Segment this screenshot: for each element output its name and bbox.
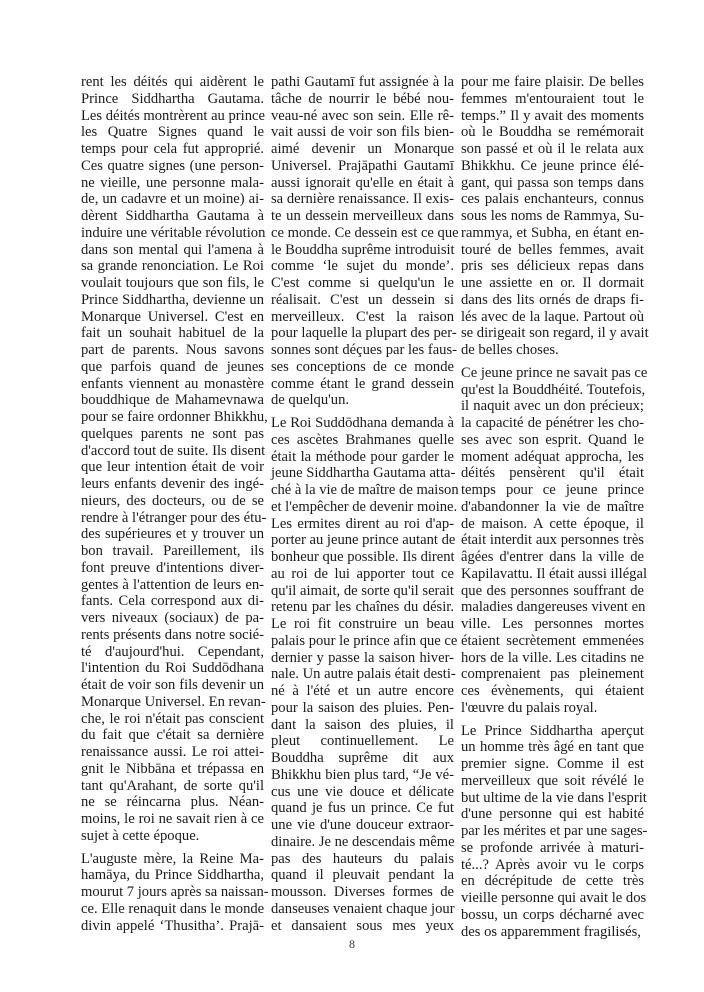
text-line: but ultime de la vie dans l'esprit — [461, 789, 647, 806]
text-line: Kapilavattu. Il était aussi illégal — [461, 565, 648, 582]
text-line: dernier y passe la saison hiver- — [271, 649, 454, 666]
text-line: retenu par les chaînes du désir. — [271, 599, 454, 616]
text-line: temps.” Il y avait des moments — [461, 107, 644, 124]
text-line: aimé devenir un Monarque — [271, 141, 454, 157]
text-line: Les ermites dirent au roi d'ap- — [271, 515, 454, 532]
text-line: che, le roi n'était pas conscient — [81, 710, 264, 727]
text-line: lés avec de la laque. Partout où — [461, 308, 644, 325]
text-line: dans son mental qui l'amena à — [81, 241, 264, 258]
text-line: nale. Un autre palais était desti- — [271, 666, 456, 683]
text-line: réalisait. C'est un dessein si — [271, 291, 454, 308]
text-line: Universel. Prajāpathi Gautamī — [271, 157, 454, 174]
text-line: comprenaient pas pleinement — [461, 666, 644, 683]
text-line: mousson. Diverses formes de — [271, 884, 454, 900]
text-line: moins, le roi ne savait rien à ce — [81, 811, 264, 827]
text-line: vieille personne qui avait le dos — [461, 890, 647, 906]
text-line: Le Prince Siddhartha aperçut — [461, 722, 644, 739]
text-line: se dirigeait son regard, il y avait — [461, 325, 649, 342]
text-line: comme ‘le sujet du monde’. — [271, 258, 454, 275]
text-line: fants. Cela correspond aux di- — [81, 593, 264, 610]
text-line: dans des lits ornés de draps fi- — [461, 291, 644, 308]
text-line: pour se faire ordonner Bhikkhu, — [81, 409, 268, 425]
text-line: Monarque Universel. C'est en — [81, 308, 264, 325]
text-line: des os apparemment fragilisés, — [461, 923, 641, 940]
text-line: aussi ignorait qu'elle en était à — [271, 174, 454, 191]
text-line: renaissance aussi. Le roi attei- — [81, 744, 264, 760]
text-line: sous les noms de Rammya, Su- — [461, 208, 644, 224]
text-line: et l'empêcher de devenir moine. — [271, 498, 458, 515]
text-line: sa dernière renaissance. Il exis- — [271, 191, 454, 208]
text-line: porter au jeune prince autant de — [271, 532, 456, 549]
paragraph — [81, 74, 268, 845]
text-line: induire une véritable révolution — [81, 224, 266, 241]
text-line: Ce jeune prince ne savait pas ce — [461, 364, 648, 381]
text-line: quand je fus un prince. Ce fut — [271, 800, 454, 817]
text-line: fait un souhait habituel de la — [81, 325, 264, 342]
text-line: d'abandonner la vie de maître — [461, 498, 644, 515]
text-line: Le Roi Suddōdhana demanda à — [271, 415, 454, 431]
text-line: comme étant le grand dessein — [271, 375, 454, 392]
text-line: temps pour cela fut approprié. — [81, 141, 264, 157]
text-line: l'œuvre du palais royal. — [461, 699, 598, 716]
paragraph — [81, 850, 269, 935]
text-line: était la méthode pour garder le — [271, 448, 454, 465]
text-line: d'accord tout de suite. Ils disent — [81, 442, 266, 459]
text-line: hamāya, du Prince Siddhartha, — [81, 867, 264, 884]
text-line: pour me faire plaisir. De belles — [461, 74, 644, 90]
text-line: que des personnes souffrant de — [461, 582, 644, 599]
text-line: rammya, et Subha, en étant en- — [461, 224, 644, 241]
page-number: 8 — [349, 937, 355, 951]
text-line: dant la saison des pluies, il — [271, 716, 454, 733]
text-line: gnit le Nibbāna et trépassa en — [81, 760, 264, 777]
text-line: sonnes sont déçues par les faus- — [271, 342, 458, 358]
text-line: pris ses délicieux repas dans — [461, 258, 644, 275]
text-line: et dansaient sous mes yeux — [271, 917, 454, 934]
text-line: C'est comme si quelqu'un le — [271, 275, 454, 291]
column-3 — [461, 74, 649, 940]
text-line: femmes m'entouraient tout le — [461, 90, 644, 107]
text-line: âgées d'entrer dans la ville de — [461, 549, 644, 565]
text-line: veau-né avec son sein. Elle rê- — [271, 107, 454, 124]
text-line: gentes à l'attention de leurs en- — [81, 576, 264, 593]
text-line: était de voir son fils devenir un — [81, 677, 264, 693]
text-line: merveilleux que soit révélé le — [461, 772, 644, 789]
text-line: bonheur que possible. Ils dirent — [271, 549, 455, 565]
text-line: pleut continuellement. Le — [271, 733, 454, 750]
text-line: danseuses venaient chaque jour — [271, 900, 455, 917]
text-line: mourut 7 jours après sa naissan- — [81, 884, 269, 900]
text-line: gant, qui passa son temps dans — [461, 174, 644, 191]
text-line: L'auguste mère, la Reine Ma- — [81, 850, 264, 867]
text-line: de belles choses. — [461, 342, 559, 358]
text-line: les Quatre Signes quand le — [81, 124, 264, 141]
paragraph — [461, 74, 649, 359]
text-line: par les mérites et par une sages- — [461, 823, 648, 839]
text-line: bon travail. Pareillement, ils — [81, 543, 264, 559]
text-line: maladies dangereuses vivent en — [461, 599, 646, 616]
text-line: te un dessein merveilleux dans — [271, 208, 454, 224]
text-line: déités pensèrent qu'il était — [461, 465, 644, 482]
text-line: Ces quatre signes (une person- — [81, 157, 264, 174]
text-line: tant qu'Arahant, de sorte qu'il — [81, 777, 264, 794]
text-line: était interdit aux personnes très — [461, 532, 644, 549]
text-line: divin appelé ‘Thusitha’. Prajā- — [81, 917, 264, 934]
text-line: pas des hauteurs du palais — [271, 850, 454, 867]
text-line: il naquit avec un don précieux; — [461, 398, 644, 415]
text-line: premier signe. Comme il est — [461, 756, 644, 772]
text-line: font preuve d'intentions diver- — [81, 559, 264, 576]
text-line: Bouddha suprême dit aux — [271, 750, 454, 766]
text-line: étaient secrètement emmenées — [461, 632, 644, 649]
text-line: en décrépitude de cette très — [461, 873, 644, 890]
text-line: né à l'été et un autre encore — [271, 683, 454, 699]
text-line: cus une vie douce et délicate — [271, 783, 454, 800]
text-line: palais pour le prince afin que ce — [271, 632, 458, 649]
text-line: bossu, un corps décharné avec — [461, 906, 644, 923]
text-line: ché à la vie de maître de maison — [271, 482, 459, 498]
text-line: part de parents. Nous savons — [81, 342, 264, 358]
text-line: ne vieille, une personne mala- — [81, 174, 264, 191]
text-line: tâche de nourrir le bébé nou- — [271, 90, 454, 107]
text-line: nieurs, des docteurs, ou de se — [81, 492, 264, 509]
text-line: Les déités montrèrent au prince — [81, 107, 265, 124]
text-line: Prince Siddhartha, devienne un — [81, 291, 264, 308]
text-line: ville. Les personnes mortes — [461, 616, 644, 632]
text-line: bouddhique de Mahamevnawa — [81, 392, 264, 409]
paragraph — [271, 74, 459, 409]
text-line: du fait que c'était sa dernière — [81, 727, 264, 744]
text-line: au roi de lui apporter tout ce — [271, 565, 454, 582]
text-line: ses avec son esprit. Quand le — [461, 431, 644, 448]
text-line: quand il pleuvait pendant la — [271, 867, 454, 884]
text-line: vers niveaux (sociaux) de pa- — [81, 610, 264, 626]
text-line: se profonde arrivée à maturi- — [461, 839, 644, 856]
text-line: merveilleux. C'est la raison — [271, 308, 454, 325]
text-line: ce. Elle renaquit dans le monde — [81, 900, 265, 917]
paragraph — [461, 722, 648, 941]
text-line: de maison. A cette époque, il — [461, 515, 644, 532]
text-line: rendre à l'étranger pour des étu- — [81, 509, 267, 526]
text-line: que parfois quand de jeunes — [81, 358, 264, 375]
text-line: où le Bouddha se remémorait — [461, 124, 644, 141]
text-line: té d'aujourd'hui. Cependant, — [81, 643, 264, 660]
text-line: leurs enfants devenir des ingé- — [81, 476, 264, 492]
text-line: pathi Gautamī fut assignée à la — [271, 74, 454, 90]
text-line: des supérieures et y trouver un — [81, 526, 264, 543]
text-line: voulait toujours que son fils, le — [81, 275, 264, 291]
text-line: enfants viennent au monastère — [81, 375, 264, 392]
text-line: l'intention du Roi Suddōdhana — [81, 660, 264, 677]
text-line: Prince Siddhartha Gautama. — [81, 90, 264, 107]
text-line: ces ascètes Brahmanes quelle — [271, 431, 454, 448]
text-line: le Bouddha suprême introduisit — [271, 241, 455, 258]
text-line: ses conceptions de ce monde — [271, 358, 454, 375]
text-line: jeune Siddhartha Gautama atta- — [271, 465, 456, 482]
text-line: de quelqu'un. — [271, 392, 350, 409]
text-line: Monarque Universel. En revan- — [81, 693, 266, 710]
text-line: qu'est la Bouddhéité. Toutefois, — [461, 381, 646, 398]
text-line: ces palais enchanteurs, connus — [461, 191, 644, 208]
text-line: vait aussi de voir son fils bien- — [271, 124, 454, 141]
text-line: un homme très âgé en tant que — [461, 739, 644, 756]
text-line: rents présents dans notre socié- — [81, 626, 264, 643]
paragraph — [271, 415, 459, 934]
text-line: son passé et où il le relata aux — [461, 141, 644, 157]
text-line: Bhikkhu. Ce jeune prince élé- — [461, 157, 644, 174]
text-line: Le roi fit construire un beau — [271, 616, 454, 632]
text-line: que leur intention était de voir — [81, 459, 264, 476]
text-line: de, un cadavre et un moine) ai- — [81, 191, 264, 208]
text-line: rent les déités qui aidèrent le — [81, 74, 264, 90]
page-body — [81, 74, 649, 940]
text-line: té...? Après avoir vu le corps — [461, 856, 644, 873]
text-line: une vie d'une douceur extraor- — [271, 817, 454, 833]
text-line: pour la saison des pluies. Pen- — [271, 699, 454, 716]
text-line: ces évènements, qui étaient — [461, 683, 644, 699]
column-1 — [81, 74, 269, 940]
text-line: ce monde. Ce dessein est ce que — [271, 224, 459, 241]
column-2 — [271, 74, 459, 940]
text-line: Bhikkhu bien plus tard, “Je vé- — [271, 766, 454, 783]
text-line: moment adéquat approcha, les — [461, 448, 644, 465]
text-line: hors de la ville. Les citadins ne — [461, 649, 644, 666]
text-line: la capacité de pénétrer les cho- — [461, 415, 644, 431]
text-line: touré de belles femmes, avait — [461, 241, 644, 258]
text-line: pour laquelle la plupart des per- — [271, 325, 457, 342]
text-line: dinaire. Je ne descendais même — [271, 833, 455, 850]
text-line: d'une personne qui est habité — [461, 806, 644, 823]
text-line: quelques parents ne sont pas — [81, 425, 264, 442]
text-line: sujet à cette époque. — [81, 827, 200, 844]
text-line: qu'il aimait, de sorte qu'il serait — [271, 582, 454, 599]
text-line: temps pour ce jeune prince — [461, 482, 644, 498]
text-line: ne se réincarna plus. Néan- — [81, 794, 264, 811]
paragraph — [461, 364, 648, 717]
text-line: sa grande renonciation. Le Roi — [81, 258, 264, 275]
text-line: dèrent Siddhartha Gautama à — [81, 208, 264, 224]
text-line: une assiette en or. Il dormait — [461, 275, 644, 291]
